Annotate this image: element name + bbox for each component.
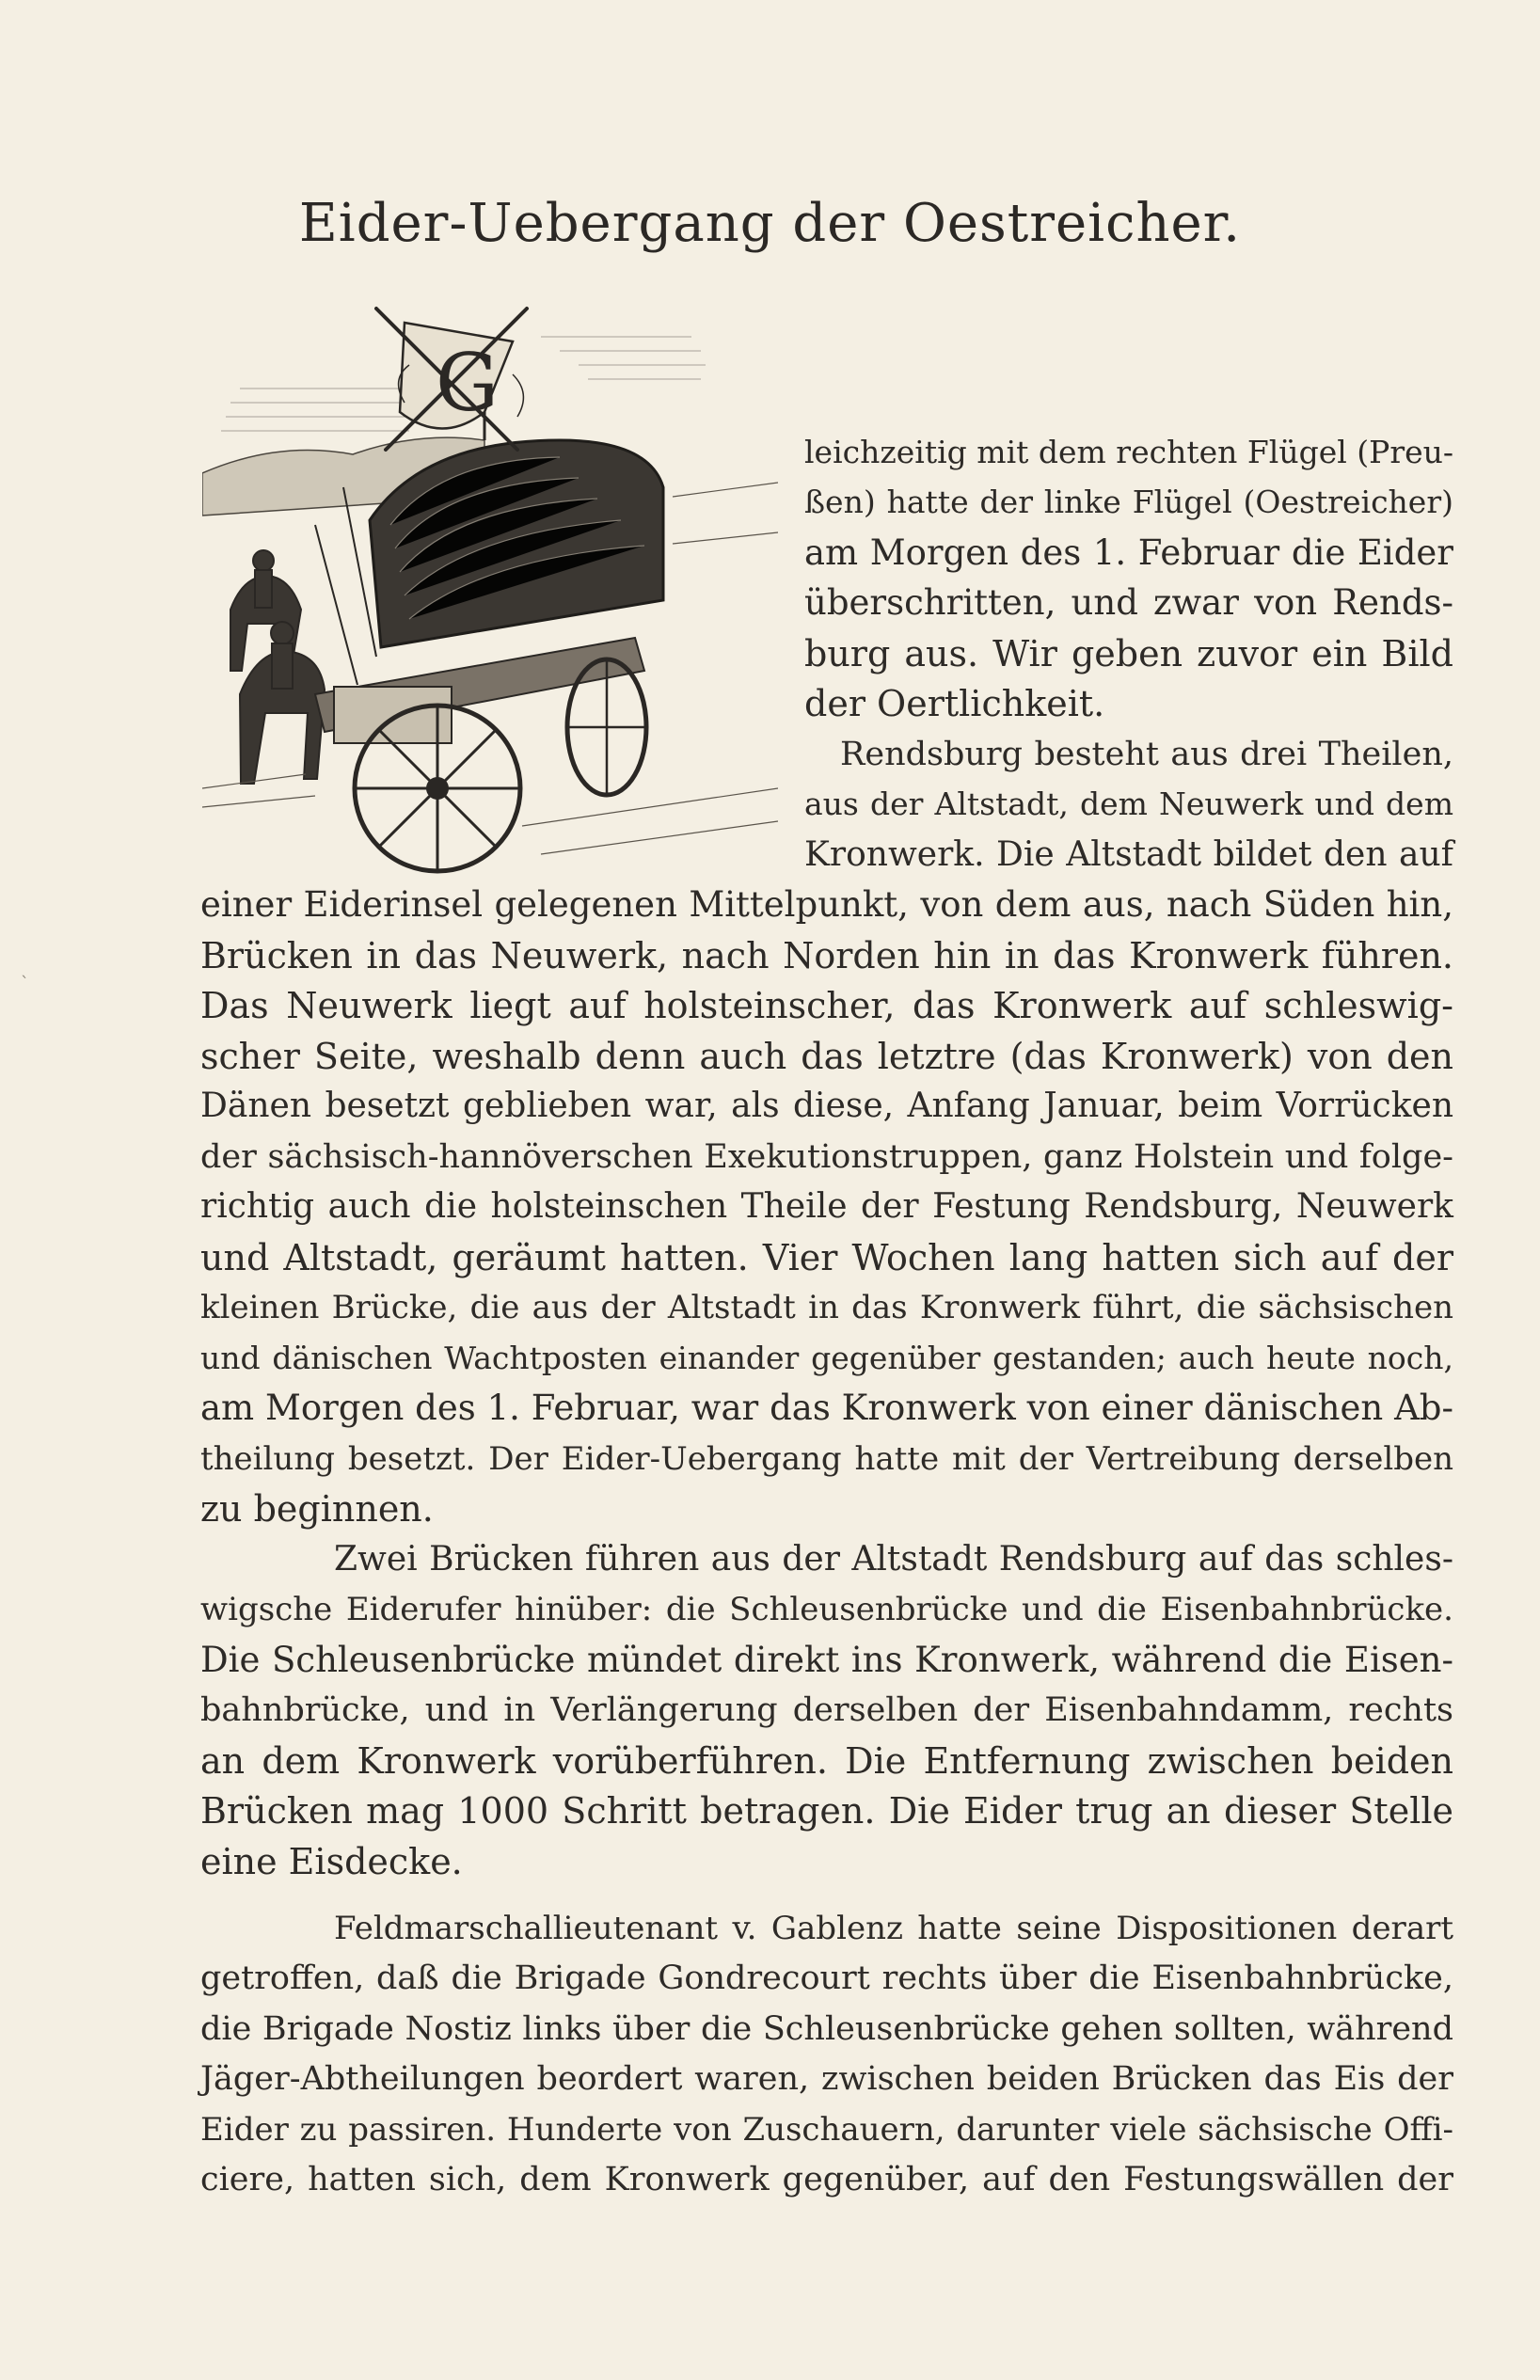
text-line: Brücken mag 1000 Schritt betragen. Die Eider trug an dieser Stelle xyxy=(200,1790,1453,1832)
margin-speck: ` xyxy=(21,974,29,993)
text-line: kleinen Brücke, die aus der Altstadt in das Kronwerk führt, die sächsischen xyxy=(200,1289,1453,1326)
text-line: an dem Kronwerk vorüberführen. Die Entfernung zwischen beiden xyxy=(200,1740,1453,1782)
text-line: der Oertlichkeit. xyxy=(804,683,1105,724)
text-line: und dänischen Wachtposten einander gegenüber gestanden; auch heute noch, xyxy=(200,1340,1453,1376)
chapter-title: Eider-Uebergang der Oestreicher. xyxy=(298,193,1242,254)
text-line: getroffen, daß die Brigade Gondrecourt rechts über die Eisenbahnbrücke, xyxy=(200,1960,1453,1997)
text-line: theilung besetzt. Der Eider-Uebergang hatte mit der Vertreibung derselben xyxy=(200,1440,1453,1478)
text-line: am Morgen des 1. Februar die Eider xyxy=(804,532,1453,573)
text-line: aus der Altstadt, dem Neuwerk und dem xyxy=(804,785,1453,822)
engraving-illustration xyxy=(202,299,778,881)
initial-letter: G xyxy=(436,337,500,429)
text-line: burg aus. Wir geben zuvor ein Bild xyxy=(804,633,1453,674)
text-line: Die Schleusenbrücke mündet direkt ins Kronwerk, während die Eisen- xyxy=(200,1640,1453,1680)
text-line: der sächsisch-hannöverschen Exekutionstruppen, ganz Holstein und folge- xyxy=(200,1138,1453,1176)
wagon-crate xyxy=(334,687,452,743)
text-line: Kronwerk. Die Altstadt bildet den auf xyxy=(804,835,1453,874)
text-line: scher Seite, weshalb denn auch das letztre (das Kronwerk) von den xyxy=(200,1036,1453,1077)
text-line: Dänen besetzt geblieben war, als diese, Anfang Januar, beim Vorrücken xyxy=(200,1087,1453,1125)
text-line: Eider zu passiren. Hunderte von Zuschauern, darunter viele sächsische Offi- xyxy=(200,2111,1453,2149)
text-line: überschritten, und zwar von Rends- xyxy=(804,582,1453,623)
text-line: Jäger-Abtheilungen beordert waren, zwischen beiden Brücken das Eis der xyxy=(200,2060,1453,2098)
text-line: leichzeitig mit dem rechten Flügel (Preu- xyxy=(804,434,1454,470)
text-line: Zwei Brücken führen aus der Altstadt Rendsburg auf das schles- xyxy=(334,1540,1453,1579)
text-line: am Morgen des 1. Februar, war das Kronwerk von einer dänischen Ab- xyxy=(200,1388,1453,1428)
text-line: Brücken in das Neuwerk, nach Norden hin in das Kronwerk führen. xyxy=(200,935,1453,976)
text-line: einer Eiderinsel gelegenen Mittelpunkt, von dem aus, nach Süden hin, xyxy=(200,884,1453,925)
text-line: ciere, hatten sich, dem Kronwerk gegenüber, auf den Festungswällen der xyxy=(200,2161,1453,2198)
text-line: zu beginnen. xyxy=(200,1488,434,1530)
text-line: richtig auch die holsteinschen Theile der Festung Rendsburg, Neuwerk xyxy=(200,1187,1453,1226)
text-line: eine Eisdecke. xyxy=(200,1841,463,1882)
text-line: und Altstadt, geräumt hatten. Vier Wochen lang hatten sich auf der xyxy=(200,1237,1453,1278)
text-line: die Brigade Nostiz links über die Schleusenbrücke gehen sollten, während xyxy=(200,2010,1453,2048)
text-line: Feldmarschallieutenant v. Gablenz hatte seine Dispositionen derart xyxy=(334,1910,1453,1947)
text-line: Das Neuwerk liegt auf holsteinscher, das Kronwerk auf schleswig- xyxy=(200,985,1453,1026)
initial-letter-ornament xyxy=(376,309,527,450)
text-line: Rendsburg besteht aus drei Theilen, xyxy=(840,736,1453,773)
text-line: wigsche Eiderufer hinüber: die Schleusenbrücke und die Eisenbahnbrücke. xyxy=(200,1591,1453,1628)
text-line: ßen) hatte der linke Flügel (Oestreicher) xyxy=(804,484,1453,520)
text-line: bahnbrücke, und in Verlängerung derselben der Eisenbahndamm, rechts xyxy=(200,1691,1453,1729)
